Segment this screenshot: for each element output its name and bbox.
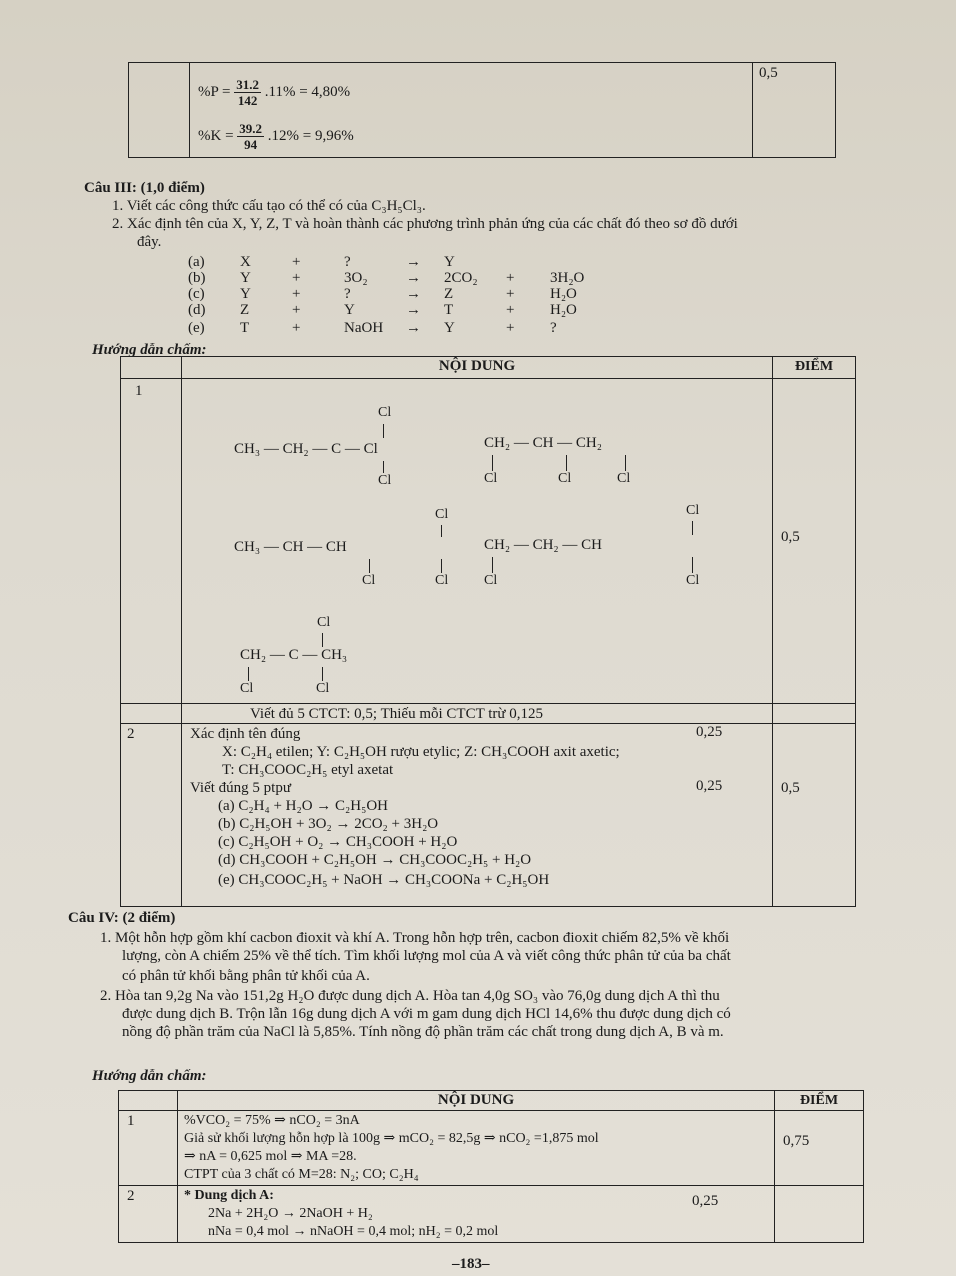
cau4-row2-line1: * Dung dịch A: (184, 1188, 274, 1203)
cau4-row2-num: 2 (119, 1186, 178, 1243)
cau4-row1-line3: ⇒ nA = 0,625 mol ⇒ MA =28. (184, 1149, 357, 1164)
equation-b: (b) C₂H₅OH + 3O₂ → 2CO₂ + 3H₂O (218, 816, 439, 832)
structure-2-cl-3: Cl (617, 471, 631, 486)
structure-2-cl-1: Cl (484, 471, 498, 486)
structure-2-cl-2: Cl (558, 471, 572, 486)
structure-5-top-cl: Cl (317, 615, 331, 630)
cau3-title: Câu III: (1,0 điểm) (84, 180, 205, 196)
cau4-row2-line3: nNa = 0,4 mol → nNaOH = 0,4 mol; nH₂ = 0,2 mol (208, 1224, 499, 1239)
cau3-row2-title-score: 0,25 (696, 724, 723, 740)
scheme-row-c: (c) Y + ? → Z + H₂O (188, 286, 577, 302)
cau3-row2-names2: T: CH₃COOC₂H₅ etyl axetat (222, 762, 394, 778)
structure-3-bond-2 (441, 559, 442, 573)
cau3-row2-score: 0,5 (781, 780, 800, 796)
structure-5-bond-1 (248, 667, 249, 681)
structure-1-top-bond (383, 424, 384, 438)
cau3-row2-content (182, 724, 773, 907)
cau3-grading-table (120, 356, 856, 907)
structure-4-cl-1: Cl (484, 573, 498, 588)
top-table-score-cell (753, 63, 836, 158)
structure-1-bottom-cl: Cl (378, 473, 392, 488)
structures-block (182, 379, 772, 722)
cau3-row1-note-score-cell (773, 704, 856, 724)
cau3-row2-eq-score: 0,25 (696, 778, 723, 794)
structure-5-cl-2: Cl (316, 681, 330, 696)
structure-1-top-cl: Cl (378, 405, 392, 420)
cau4-row1-score-cell (775, 1111, 864, 1186)
percent-k-line: %K = $\frac{39.2}{94}$ .12% = 9,96% (198, 121, 354, 152)
equation-d: (d) CH₃COOH + C₂H₅OH → CH₃COOC₂H₅ + H₂O (218, 852, 532, 868)
structure-3-cl-2: Cl (435, 573, 449, 588)
structure-4-top-cl: Cl (686, 503, 700, 518)
structure-3: CH₃ — CH — CH (234, 539, 347, 555)
cau3-q1: 1. Viết các công thức cấu tạo có thể có của C₃H₅Cl₃. (112, 198, 426, 214)
cau3-header-content: NỘI DUNG (182, 357, 773, 379)
cau4-q2c: nồng độ phần trăm của NaCl là 5,85%. Tính nồng độ phần trăm các chất trong dung dịch A, B và m. (122, 1024, 724, 1040)
cau4-row1-content (178, 1111, 775, 1186)
cau3-row1-score-cell (773, 379, 856, 704)
cau4-q2: 2. Hòa tan 9,2g Na vào 151,2g H₂O được dung dịch A. Hòa tan 4,0g SO₃ vào 76,0g dung dịch A thì thu (100, 988, 720, 1004)
structure-2-bond-3 (625, 455, 626, 471)
equation-c: (c) C₂H₅OH + O₂ → CH₃COOH + H₂O (218, 834, 458, 850)
cau4-row2-line2: 2Na + 2H₂O → 2NaOH + H₂ (208, 1206, 373, 1221)
structure-5-cl-1: Cl (240, 681, 254, 696)
cau4-row1-line4: CTPT của 3 chất có M=28: N₂; CO; C₂H₄ (184, 1167, 419, 1182)
top-table-score: 0,5 (759, 65, 778, 81)
cau4-huong-dan: Hướng dẫn chấm: (92, 1068, 207, 1084)
cau3-row1-score: 0,5 (781, 529, 800, 545)
structure-3-bond-1 (369, 559, 370, 573)
cau3-huong-dan: Hướng dẫn chấm: (92, 342, 207, 358)
cau3-row1-note-num-cell (121, 704, 182, 724)
cau4-q1: 1. Một hỗn hợp gồm khí cacbon đioxit và khí A. Trong hỗn hợp trên, cacbon đioxit chiếm 82,5% về khối (100, 930, 730, 946)
cau4-row1-line2: Giả sử khối lượng hỗn hợp là 100g ⇒ mCO₂ = 82,5g ⇒ nCO₂ =1,875 mol (184, 1131, 599, 1146)
structure-3-top-cl: Cl (435, 507, 449, 522)
scheme-row-e: (e) T + NaOH → Y + ? (188, 320, 557, 336)
cau4-row2-score-cell (775, 1186, 864, 1243)
cau3-row2-title: Xác định tên đúng (190, 726, 301, 742)
structure-5-top-bond (322, 633, 323, 647)
cau4-row2-line1-score: 0,25 (692, 1193, 719, 1209)
cau3-header-num (121, 357, 182, 379)
top-table-content-cell (190, 63, 753, 158)
top-table (128, 62, 836, 158)
scheme-row-b: (b) Y + 3O₂ → 2CO₂ + 3H₂O (188, 270, 585, 286)
cau4-q2b: được dung dịch B. Trộn lẫn 16g dung dịch A với m gam dung dịch HCl 14,6% thu được dung dịch có (122, 1006, 731, 1022)
cau4-header-num (119, 1091, 178, 1111)
cau4-header-content: NỘI DUNG (178, 1091, 775, 1111)
cau4-title: Câu IV: (2 điểm) (68, 910, 176, 926)
structure-2-bond-1 (492, 455, 493, 471)
structure-4: CH₂ — CH₂ — CH (484, 537, 602, 553)
cau3-row2-eq-title: Viết đúng 5 ptpư (190, 780, 291, 796)
structure-3-cl-1: Cl (362, 573, 376, 588)
cau4-row1-line1: %VCO₂ = 75% ⇒ nCO₂ = 3nA (184, 1113, 360, 1128)
cau4-q1b: lượng, còn A chiếm 25% về thể tích. Tìm khối lượng mol của A và viết công thức phân tử của ba chất (122, 948, 731, 964)
cau4-q1c: có phân tử khối bằng phân tử khối của A. (122, 968, 370, 984)
structure-2: CH₂ — CH — CH₂ (484, 435, 602, 451)
structure-3-top-bond (441, 525, 442, 537)
p-fraction: $\frac{31.2}{142}$ (236, 77, 259, 108)
cau4-row2-content (178, 1186, 775, 1243)
structure-5: CH₂ — C — CH₃ (240, 647, 348, 663)
structure-1-bottom-bond (383, 461, 384, 473)
scheme-row-a: (a) X + ? → Y (188, 254, 455, 270)
top-table-num-cell (129, 63, 190, 158)
cau4-row1-num: 1 (119, 1111, 178, 1186)
k-fraction: $\frac{39.2}{94}$ (239, 121, 263, 152)
cau3-row1-content (182, 379, 773, 722)
cau3-row1-note: Viết đủ 5 CTCT: 0,5; Thiếu mỗi CTCT trừ 0,125 (250, 706, 544, 722)
cau3-row2-names: X: C₂H₄ etilen; Y: C₂H₅OH rượu etylic; Z: CH₃COOH axit axetic; (222, 744, 620, 760)
cau3-q2: 2. Xác định tên của X, Y, Z, T và hoàn thành các phương trình phản ứng của các chất đó theo sơ đồ dưới (112, 216, 738, 232)
percent-p-line: %P = $\frac{31.2}{142}$ .11% = 4,80% (198, 77, 351, 108)
cau3-row1-num: 1 (121, 379, 182, 704)
equation-a: (a) C₂H₄ + H₂O → C₂H₅OH (218, 798, 389, 814)
page-number: –183– (452, 1256, 490, 1272)
cau3-row2-num: 2 (121, 724, 182, 907)
structure-4-bond-2 (692, 557, 693, 573)
structure-4-top-bond (692, 521, 693, 535)
cau4-header-score: ĐIỂM (775, 1091, 864, 1111)
equation-e: (e) CH₃COOC₂H₅ + NaOH → CH₃COONa + C₂H₅OH (218, 872, 550, 888)
structure-5-bond-2 (322, 667, 323, 681)
cau3-row2-score-cell (773, 724, 856, 907)
cau4-row1-score: 0,75 (783, 1133, 810, 1149)
cau3-q2b: đây. (137, 234, 162, 250)
cau3-header-score: ĐIỂM (773, 357, 856, 379)
structure-2-bond-2 (566, 455, 567, 471)
structure-4-cl-2: Cl (686, 573, 700, 588)
structure-4-bond-1 (492, 557, 493, 573)
cau4-grading-table (118, 1090, 864, 1243)
scheme-row-d: (d) Z + Y → T + H₂O (188, 302, 577, 318)
structure-1: CH₃ — CH₂ — C — Cl (234, 441, 378, 457)
